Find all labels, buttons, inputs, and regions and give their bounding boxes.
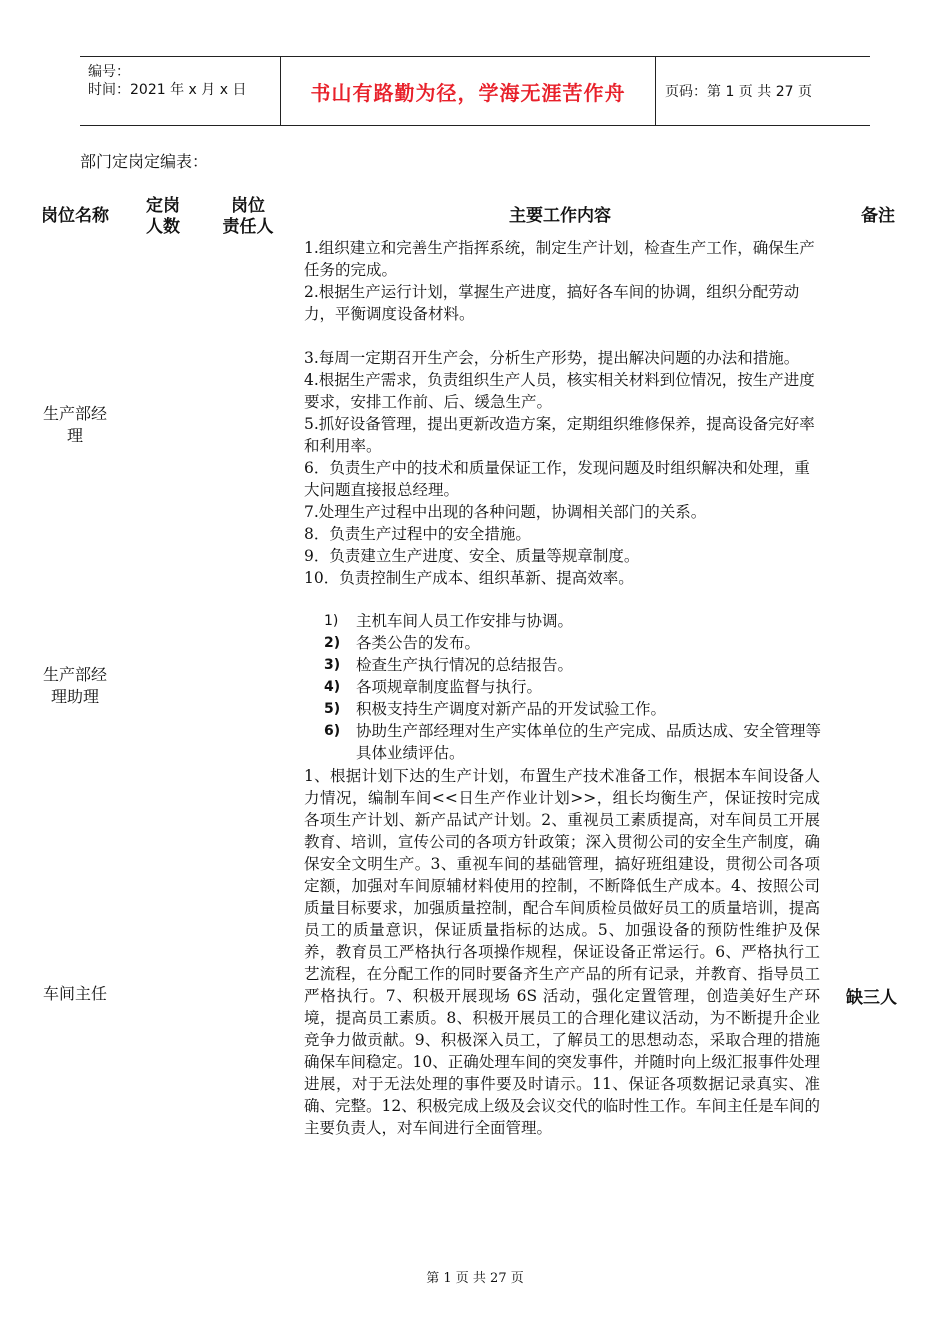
duty-text: 协助生产部经理对生产实体单位的生产完成、品质达成、安全管理等具体业绩评估。 — [356, 722, 822, 762]
duty-number: 1) — [324, 613, 339, 629]
position-name-line2: 理 — [66, 426, 83, 445]
duty-subitem — [304, 676, 822, 698]
duty-item: 2.根据生产运行计划，掌握生产进度，搞好各车间的协调，组织分配劳动力，平衡调度设备材料。 — [304, 283, 800, 323]
header-responsible-line1: 岗位 — [231, 196, 265, 216]
duty-item: 5.抓好设备管理，提出更新改造方案，定期组织维修保养，提高设备完好率和利用率。 — [304, 415, 815, 455]
header-headcount — [135, 196, 191, 238]
duty-number: 2) — [324, 635, 341, 651]
duty-text: 积极支持生产调度对新产品的开发试验工作。 — [356, 700, 667, 718]
position-name-line1: 生产部经 — [42, 665, 107, 684]
duty-item: 9．负责建立生产进度、安全、质量等规章制度。 — [304, 547, 640, 565]
header-meta — [80, 57, 281, 125]
spacer — [304, 325, 822, 347]
duty-text: 各类公告的发布。 — [356, 634, 481, 652]
note-value: 缺三人 — [846, 988, 897, 1008]
header-main-content: 主要工作内容 — [509, 206, 611, 226]
duty-item: 8．负责生产过程中的安全措施。 — [304, 525, 531, 543]
header-headcount-line1: 定岗 — [146, 196, 180, 216]
header-note: 备注 — [861, 206, 895, 226]
duty-item: 6．负责生产中的技术和质量保证工作，发现问题及时组织解决和处理，重大问题直接报总经理。 — [304, 459, 810, 499]
header-responsible-line2: 责任人 — [222, 217, 274, 237]
duty-subitem — [304, 720, 822, 764]
header-page-label: 页码：第 1 页 共 27 页 — [665, 84, 812, 100]
page-footer: 第 1 页 共 27 页 — [426, 1271, 524, 1286]
time-label: 时间：2021 年 x 月 x 日 — [88, 82, 247, 98]
duty-item: 4.根据生产需求，负责组织生产人员，核实相关材料到位情况，按生产进度要求，安排工作前、后、缓急生产。 — [304, 371, 815, 411]
number-label: 编号： — [88, 64, 130, 80]
position-name-line2: 理助理 — [50, 687, 99, 706]
duties-production-manager — [304, 237, 822, 589]
duty-number: 5) — [324, 701, 341, 717]
header-responsible — [213, 196, 283, 238]
header-motto: 书山有路勤为径，学海无涯苦作舟 — [281, 57, 656, 125]
duty-number: 4) — [324, 679, 341, 695]
duty-text: 各项规章制度监督与执行。 — [356, 678, 543, 696]
header-position-name: 岗位名称 — [41, 206, 109, 226]
position-production-manager — [30, 403, 120, 447]
duty-subitem — [304, 698, 822, 720]
duty-subitem — [304, 654, 822, 676]
duty-text: 检查生产执行情况的总结报告。 — [356, 656, 574, 674]
position-workshop-director: 车间主任 — [42, 984, 107, 1003]
duty-subitem — [304, 610, 822, 632]
document-header — [80, 56, 870, 126]
position-name-line1: 生产部经 — [42, 404, 107, 423]
duty-subitem — [304, 632, 822, 654]
duty-text: 主机车间人员工作安排与协调。 — [356, 612, 574, 630]
duty-number: 3) — [324, 657, 341, 673]
duties-workshop-director: 1、根据计划下达的生产计划，布置生产技术准备工作，根据本车间设备人力情况，编制车间<<日生产作业计划>>，组长均衡生产，保证按时完成各项生产计划、新产品试产计划。2、重视员工素质提高，对车间员工开展教育、培训，宣传公司的各项方针政策；深入贯彻公司的安全生产制度，确保安全文明生产。3、重视车间的基础管理，搞好班组建设，贯彻公司各项定额，加强对车间原辅材料使用的控制，不断降低生产成本。4、按照公司质量目标要求，加强质量控制，配合车间质检员做好员工的质量培训，提高员工的质量意识，保证质量指标的达成。5、加强设备的预防性维护及保养，教育员工严格执行各项操作规程，保证设备正常运行。6、严格执行工艺流程，在分配工作的同时要备齐生产产品的所有记录，并教育、指导员工严格执行。7、积极开展现场 6S 活动，强化定置管理，创造美好生产环境，提高员工素质。8、积极开展员工的合理化建议活动，为不断提升企业竞争力做贡献。9、积极深入员工，了解员工的思想动态，采取合理的措施确保车间稳定。10、正确处理车间的突发事件，并随时向上级汇报事件处理进展，对于无法处理的事件要及时请示。11、保证各项数据记录真实、准确、完整。12、积极完成上级及会议交代的临时性工作。车间主任是车间的主要负责人，对车间进行全面管理。 — [304, 767, 820, 1137]
duty-item: 7.处理生产过程中出现的各种问题，协调相关部门的关系。 — [304, 503, 707, 521]
duty-item: 1.组织建立和完善生产指挥系统，制定生产计划，检查生产工作，确保生产任务的完成。 — [304, 239, 815, 279]
duty-item: 3.每周一定期召开生产会，分析生产形势，提出解决问题的办法和措施。 — [304, 349, 800, 367]
position-production-manager-assistant — [30, 664, 120, 708]
duty-number: 6) — [324, 723, 341, 739]
section-title: 部门定岗定编表： — [80, 152, 209, 171]
header-headcount-line2: 人数 — [146, 217, 180, 237]
duties-assistant — [304, 610, 822, 764]
duty-item: 10．负责控制生产成本、组织革新、提高效率。 — [304, 569, 634, 587]
